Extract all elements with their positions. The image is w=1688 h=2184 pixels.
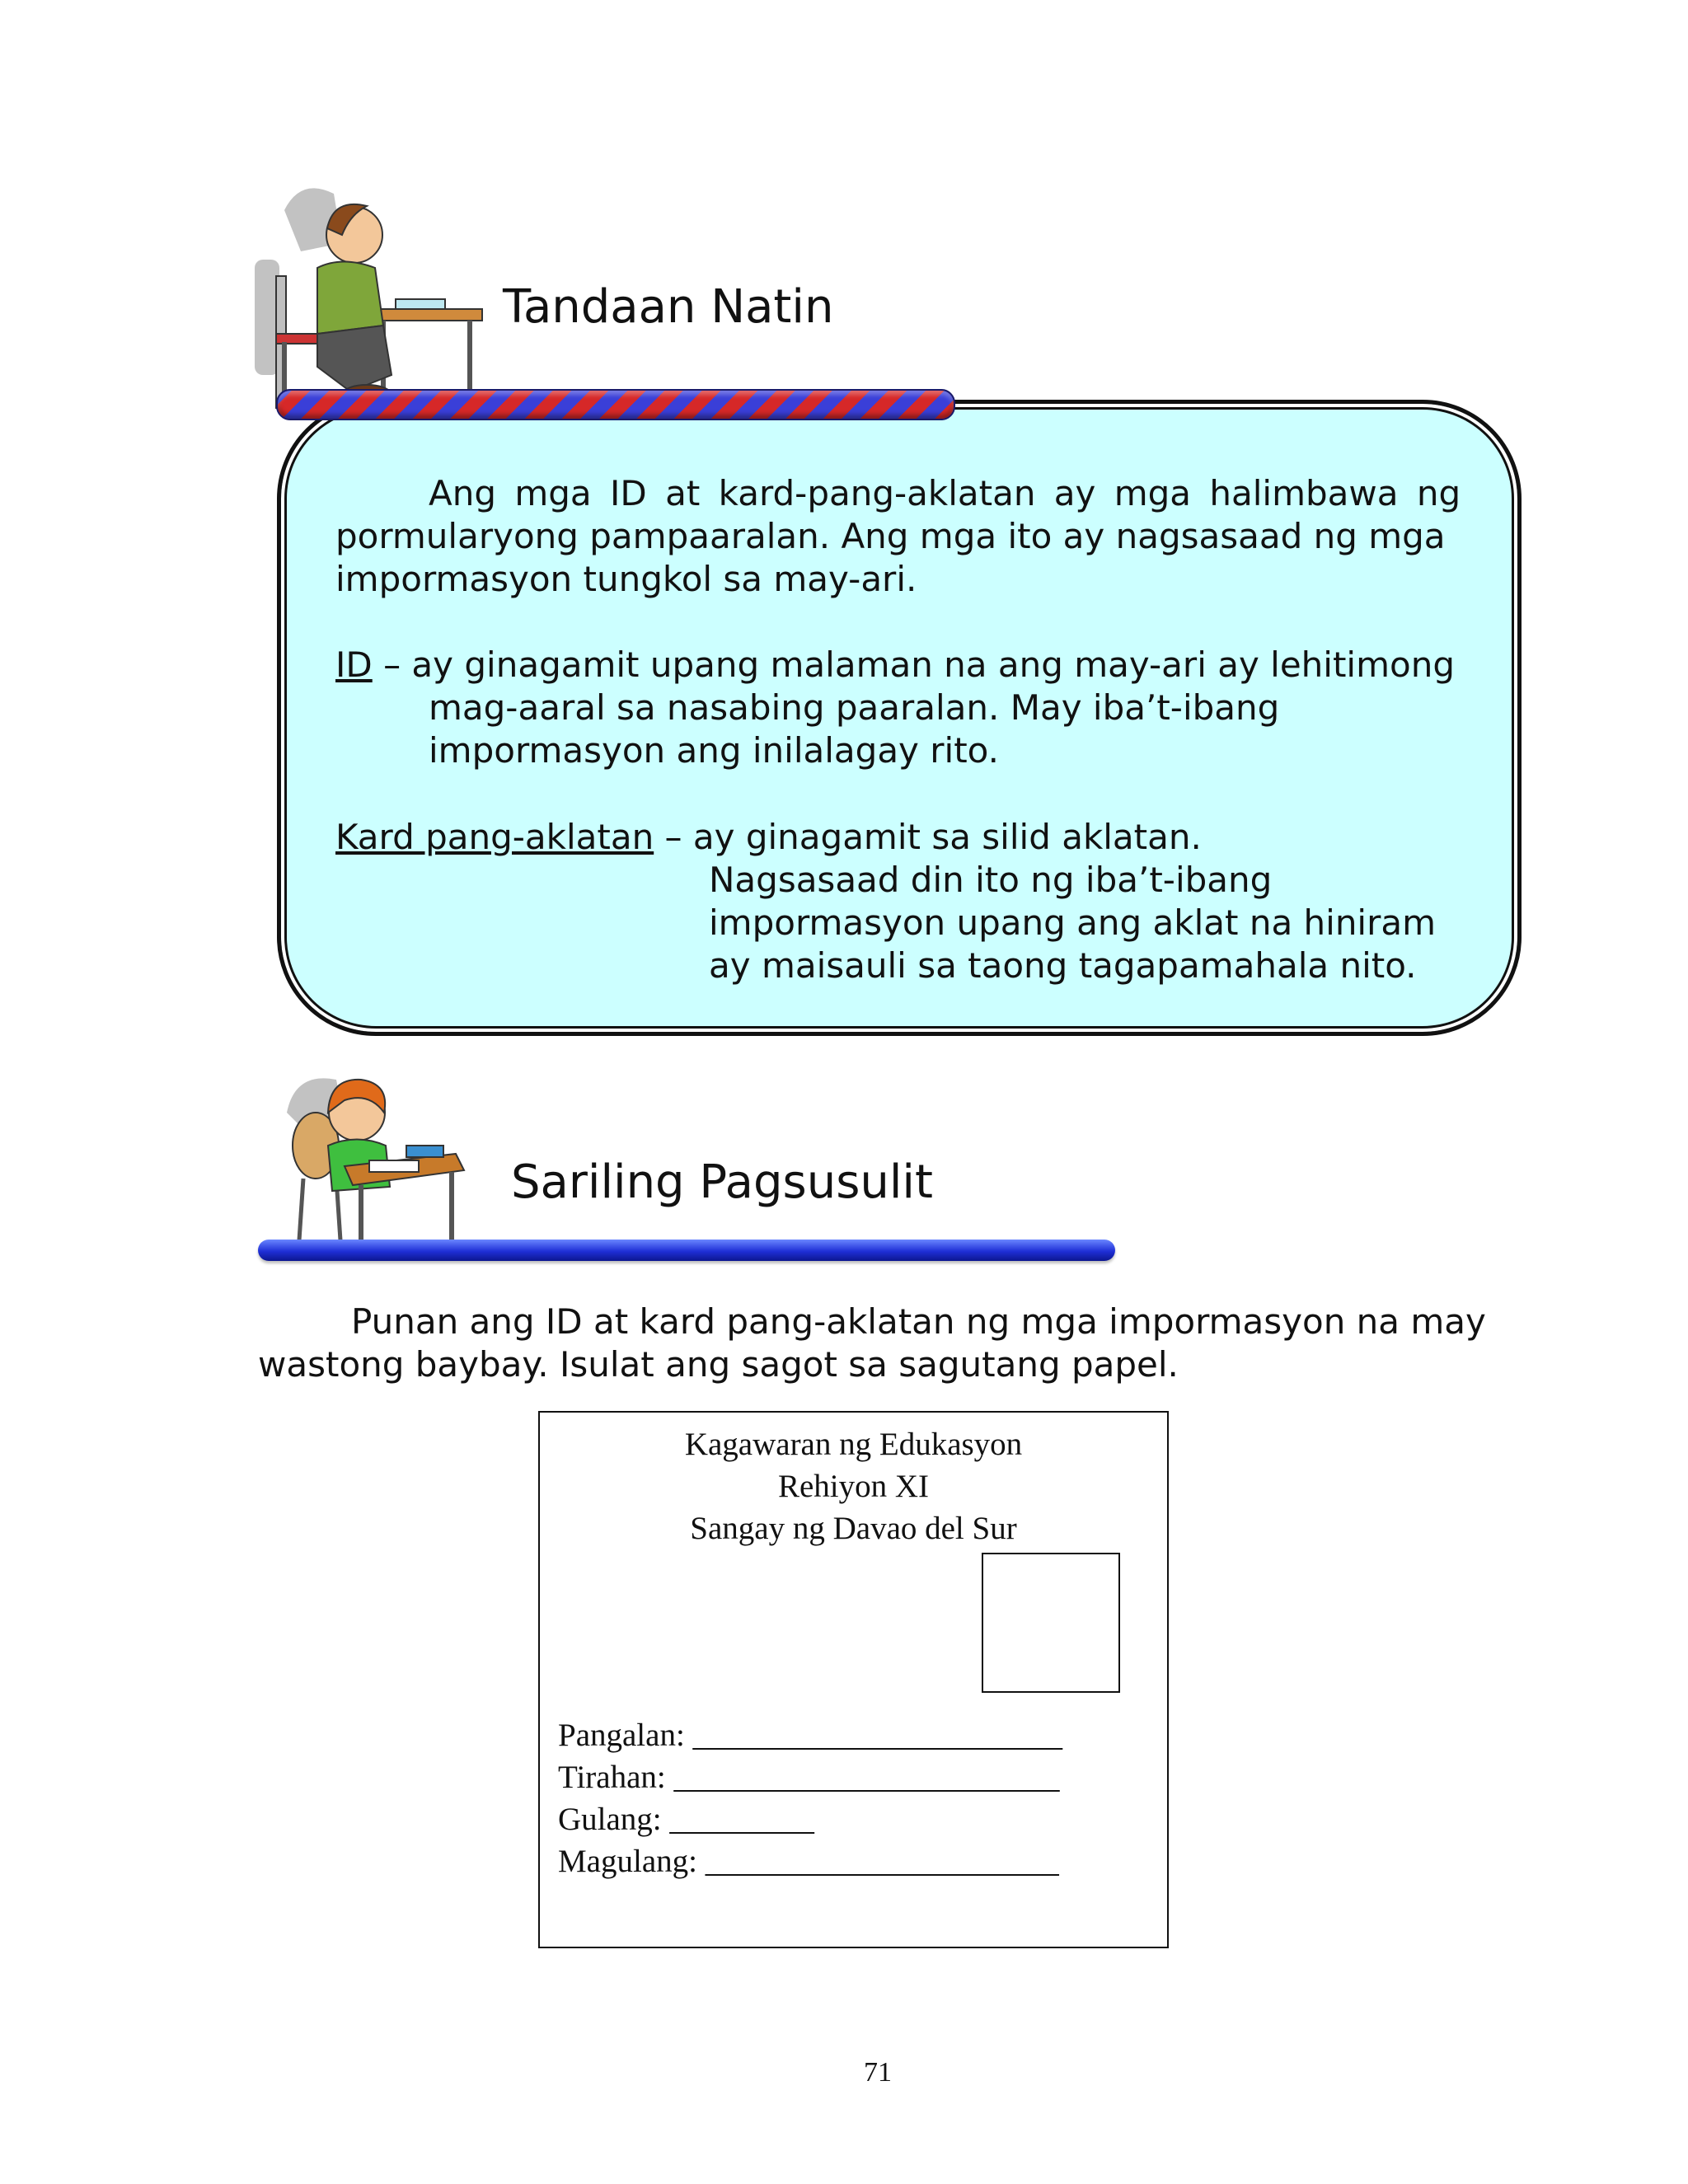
field-gulang: Gulang: _________ bbox=[558, 1802, 814, 1837]
id-definition-line-3: impormasyon ang inilalagay rito. bbox=[429, 730, 999, 771]
kard-definition-line-2: Nagsasaad din ito ng iba’t-ibang bbox=[709, 860, 1273, 900]
id-term: ID bbox=[335, 644, 373, 685]
field-magulang: Magulang: ______________________ bbox=[558, 1844, 1059, 1879]
info-paragraph-line-3: impormasyon tungkol sa may-ari. bbox=[335, 559, 917, 599]
girl-writing-illustration bbox=[279, 1063, 472, 1261]
section-title-tandaan-natin: Tandaan Natin bbox=[503, 280, 834, 334]
id-definition-text: – ay ginagamit upang malaman na ang may-ari ay lehitimong bbox=[372, 644, 1455, 685]
kard-definition-line-3: impormasyon upang ang aklat na hiniram bbox=[709, 902, 1437, 943]
photo-placeholder bbox=[982, 1553, 1120, 1693]
student-at-desk-illustration bbox=[251, 177, 490, 416]
info-paragraph-line-1: Ang mga ID at kard-pang-aklatan ay mga halimbawa ng bbox=[429, 473, 1461, 513]
page-number: 71 bbox=[864, 2057, 892, 2088]
id-card-header-line-2: Rehiyon XI bbox=[777, 1469, 930, 1504]
id-definition-line-2: mag-aaral sa nasabing paaralan. May iba’t-ibang bbox=[429, 687, 1280, 728]
info-paragraph-line-2: pormularyong pampaaralan. Ang mga ito ay nagsasaad ng mga bbox=[335, 516, 1446, 556]
striped-divider-bar bbox=[276, 389, 955, 420]
kard-term: Kard pang-aklatan bbox=[335, 817, 654, 857]
id-card-header-line-3: Sangay ng Davao del Sur bbox=[690, 1511, 1017, 1546]
instruction-line-1: Punan ang ID at kard pang-aklatan ng mga impormasyon na may bbox=[351, 1301, 1486, 1342]
id-definition-line-1 bbox=[335, 644, 1455, 687]
id-card-header-line-1: Kagawaran ng Edukasyon bbox=[684, 1427, 1023, 1462]
field-tirahan: Tirahan: ________________________ bbox=[558, 1760, 1060, 1795]
field-pangalan: Pangalan: _______________________ bbox=[558, 1718, 1063, 1753]
instruction-line-2: wastong baybay. Isulat ang sagot sa sagutang papel. bbox=[258, 1344, 1179, 1385]
section-title-sariling-pagsusulit: Sariling Pagsusulit bbox=[511, 1155, 933, 1209]
blue-divider-bar bbox=[258, 1240, 1115, 1261]
kard-definition-line-1 bbox=[335, 816, 1202, 859]
kard-definition-line-4: ay maisauli sa taong tagapamahala nito. bbox=[709, 945, 1417, 986]
kard-definition-text: – ay ginagamit sa silid aklatan. bbox=[654, 817, 1202, 857]
